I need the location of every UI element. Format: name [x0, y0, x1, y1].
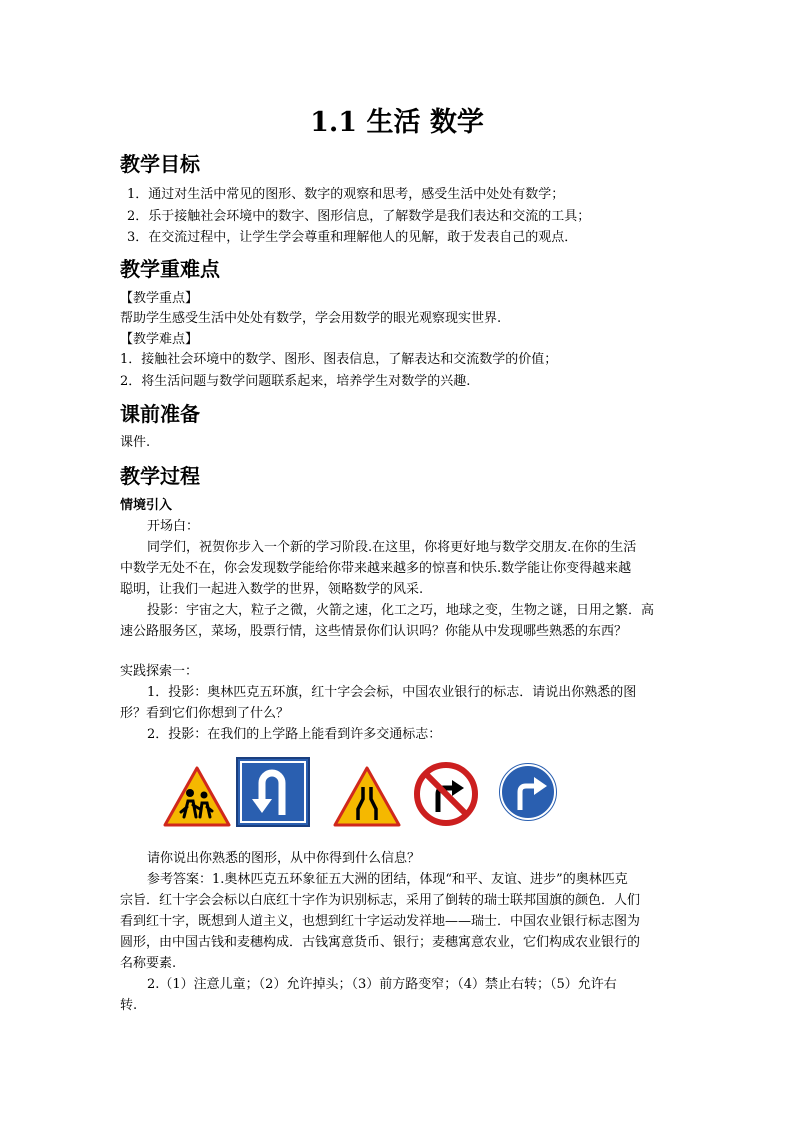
process-heading: 教学过程 [120, 464, 200, 488]
projection-line: 速公路服务区，菜场，股票行情，这些情景你们认识吗？你能从中发现哪些熟悉的东西？ [120, 624, 628, 639]
explore-item: 1．投影：奥林匹克五环旗，红十字会会标，中国农业银行的标志．请说出你熟悉的图 [147, 685, 637, 700]
intro-subheading: 情境引入 [120, 498, 173, 513]
no-right-turn-sign [414, 762, 478, 826]
right-turn-allowed-sign [496, 760, 560, 824]
pedestrian-children-sign [162, 765, 232, 828]
answer2-line: 转. [120, 998, 138, 1013]
opening-line: 聪明，让我们一起进入数学的世界，领略数学的风采. [120, 582, 424, 597]
focus-label: 【教学重点】 [120, 291, 199, 306]
answer-line: 看到红十字，既想到人道主义，也想到红十字运动发祥地——瑞士．中国农业银行标志图为 [120, 914, 641, 929]
prep-heading: 课前准备 [120, 402, 200, 426]
explore-label: 实践探索一： [120, 664, 199, 679]
question-text: 请你说出你熟悉的图形，从中你得到什么信息？ [147, 851, 421, 866]
opening-line: 中数学无处不在，你会发现数学能给你带来越来越多的惊喜和快乐.数学能让你变得越来越 [120, 561, 632, 576]
goal-item: 1．通过对生活中常见的图形、数字的观察和思考，感受生活中处处有数学； [127, 187, 565, 202]
difficulty-item: 1．接触社会环境中的数学、图形、图表信息，了解表达和交流数学的价值； [120, 352, 558, 367]
answer-line: 名称要素. [120, 956, 177, 971]
key-points-heading: 教学重难点 [120, 257, 220, 281]
difficulty-item: 2．将生活问题与数学问题联系起来，培养学生对数学的兴趣. [120, 374, 471, 389]
focus-text: 帮助学生感受生活中处处有数学，学会用数学的眼光观察现实世界. [120, 311, 502, 326]
explore-item: 形？看到它们你想到了什么？ [120, 706, 290, 721]
opening-line: 同学们，祝贺你步入一个新的学习阶段.在这里，你将更好地与数学交朋友.在你的生活 [147, 540, 637, 555]
answer2-line: 2.（1）注意儿童；（2）允许掉头；（3）前方路变窄；（4）禁止右转；（5）允许右 [147, 977, 617, 992]
prep-text: 课件. [120, 435, 151, 450]
explore-item: 2．投影：在我们的上学路上能看到许多交通标志： [147, 727, 442, 742]
u-turn-sign [236, 757, 310, 827]
projection-line: 投影：宇宙之大，粒子之微，火箭之速，化工之巧，地球之变，生物之谜，日用之繁．高 [147, 603, 655, 618]
difficulty-label: 【教学难点】 [120, 332, 199, 347]
answer-line: 参考答案：1.奥林匹克五环象征五大洲的团结，体现“和平、友谊、进步”的奥林匹克 [147, 872, 628, 887]
traffic-signs [162, 755, 562, 830]
road-narrows-sign [332, 765, 402, 828]
page-title: 1.1 生活 数学 [310, 107, 484, 138]
answer-line: 圆形，由中国古钱和麦穗构成．古钱寓意货币、银行；麦穗寓意农业，它们构成农业银行的 [120, 935, 641, 950]
opening-label: 开场白： [147, 519, 200, 534]
goal-item: 3．在交流过程中，让学生学会尊重和理解他人的见解，敢于发表自己的观点． [127, 230, 578, 245]
answer-line: 宗旨．红十字会会标以白底红十字作为识别标志，采用了倒转的瑞士联邦国旗的颜色．人们 [120, 893, 641, 908]
goals-heading: 教学目标 [120, 152, 200, 176]
goal-item: 2．乐于接触社会环境中的数字、图形信息，了解数学是我们表达和交流的工具； [127, 209, 591, 224]
